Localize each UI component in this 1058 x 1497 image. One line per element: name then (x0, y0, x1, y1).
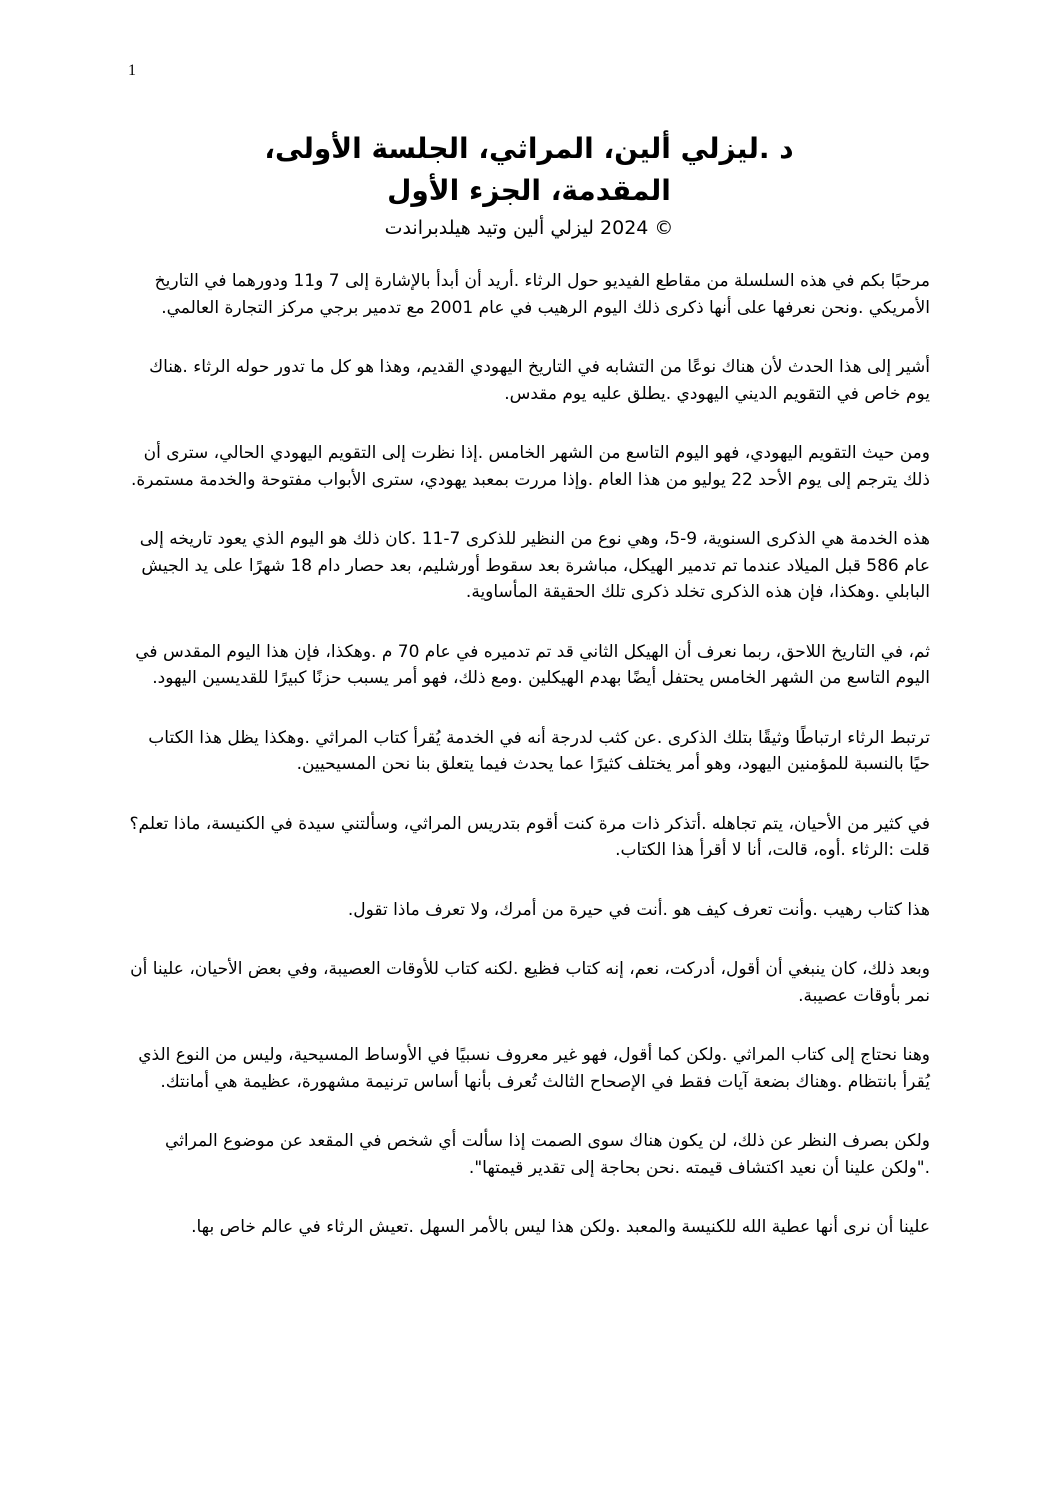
paragraph: أشير إلى هذا الحدث لأن هناك نوعًا من التشابه في التاريخ اليهودي القديم، وهذا هو كل ما تدور حوله الرثاء .هناك يوم خاص في التقويم الديني اليهودي .يطلق عليه يوم مقدس. (149, 357, 930, 404)
paragraph: ثم، في التاريخ اللاحق، ربما نعرف أن الهيكل الثاني قد تم تدميره في عام 70 م .وهكذا، فإن هذا اليوم المقدس في اليوم التاسع من الشهر الخامس يحتفل أيضًا بهدم الهيكلين .ومع ذلك، فهو أمر يسبب حزنًا كبيرًا للقديسين اليهود. (135, 641, 930, 688)
paragraph: مرحبًا بكم في هذه السلسلة من مقاطع الفيديو حول الرثاء .أريد أن أبدأ بالإشارة إلى 7 و11 ودورهما في التاريخ الأمريكي .ونحن نعرفها على أنها ذكرى ذلك اليوم الرهيب في عام 2001 مع تدمير برجي مركز التجارة العالمي. (154, 271, 930, 318)
paragraph: وبعد ذلك، كان ينبغي أن أقول، أدركت، نعم، إنه كتاب فظيع .لكنه كتاب للأوقات العصيبة، وفي بعض الأحيان، علينا أن نمر بأوقات عصيبة. (130, 959, 930, 1006)
body-text (128, 268, 930, 1274)
page-number: 1 (128, 62, 136, 79)
paragraph: هذه الخدمة هي الذكرى السنوية، 9-5، وهي نوع من النظير للذكرى 7-11 .كان ذلك هو اليوم الذي يعود تاريخه إلى عام 586 قبل الميلاد عندما تم تدمير الهيكل، مباشرة بعد سقوط أورشليم، بعد حصار دام 18 شهرًا على يد الجيش البابلي .وهكذا، فإن هذه الذكرى تخلد ذكرى تلك الحقيقة المأساوية. (139, 529, 930, 602)
paragraph: علينا أن نرى أنها عطية الله للكنيسة والمعبد .ولكن هذا ليس بالأمر السهل .تعيش الرثاء في عالم خاص بها. (191, 1217, 930, 1237)
document-title-line-1: د .ليزلي ألين، المراثي، الجلسة الأولى، (264, 132, 794, 165)
document-title-line-2: المقدمة، الجزء الأول (387, 174, 671, 207)
paragraph: وهنا نحتاج إلى كتاب المراثي .ولكن كما أقول، فهو غير معروف نسبيًا في الأوساط المسيحية، وليس من النوع الذي يُقرأ بانتظام .وهناك بضعة آيات فقط في الإصحاح الثالث تُعرف بأنها أساس ترنيمة مشهورة، عظيمة هي أمانتك. (138, 1045, 930, 1092)
copyright-line: © 2024 ليزلي ألين وتيد هيلدبراندت (384, 217, 674, 239)
paragraph: ومن حيث التقويم اليهودي، فهو اليوم التاسع من الشهر الخامس .إذا نظرت إلى التقويم اليهودي الحالي، سترى أن ذلك يترجم إلى يوم الأحد 22 يوليو من هذا العام .وإذا مررت بمعبد يهودي، سترى الأبواب مفتوحة والخدمة مستمرة. (130, 443, 930, 490)
paragraph: ولكن بصرف النظر عن ذلك، لن يكون هناك سوى الصمت إذا سألت أي شخص في المقعد عن موضوع المراثي ."ولكن علينا أن نعيد اكتشاف قيمته .نحن بحاجة إلى تقدير قيمتها". (165, 1131, 930, 1178)
title-block (120, 128, 938, 242)
paragraph: في كثير من الأحيان، يتم تجاهله .أتذكر ذات مرة كنت أقوم بتدريس المراثي، وسألتني سيدة في الكنيسة، ماذا تعلم؟ قلت :الرثاء .أوه، قالت، أنا لا أقرأ هذا الكتاب. (129, 813, 930, 860)
paragraph: هذا كتاب رهيب .وأنت تعرف كيف هو .أنت في حيرة من أمرك، ولا تعرف ماذا تقول. (347, 899, 930, 920)
paragraph: ترتبط الرثاء ارتباطًا وثيقًا بتلك الذكرى .عن كثب لدرجة أنه في الخدمة يُقرأ كتاب المراثي .وهكذا يظل هذا الكتاب حيًا بالنسبة للمؤمنين اليهود، وهو أمر يختلف كثيرًا عما يحدث فيما يتعلق بنا نحن المسيحيين. (148, 727, 930, 774)
